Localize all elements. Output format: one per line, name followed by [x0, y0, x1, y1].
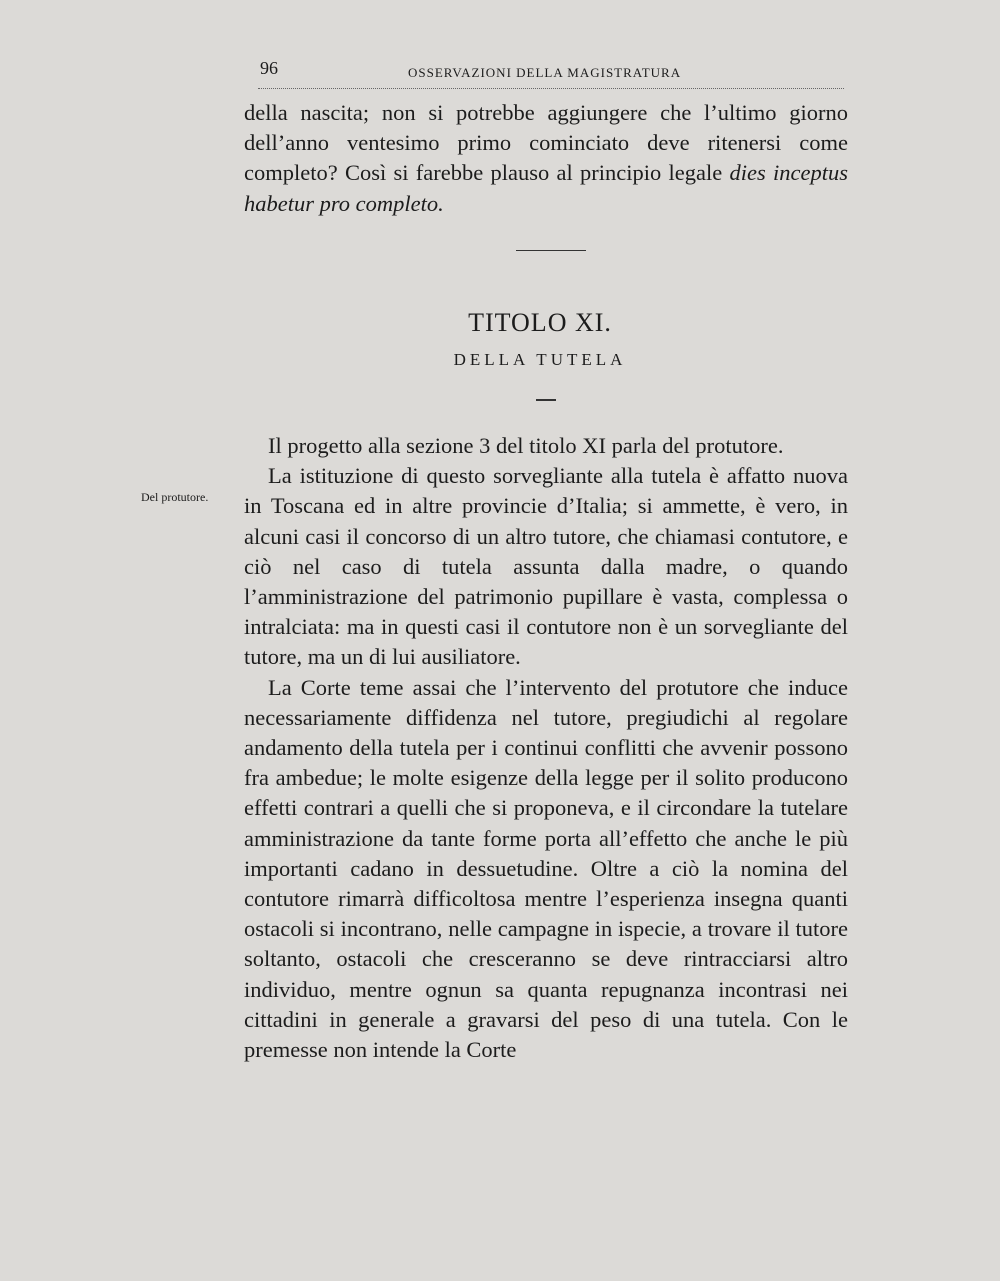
paragraph-1: Il progetto alla sezione 3 del titolo XI parla del protutore.	[268, 433, 784, 458]
paragraph-2: La istituzione di questo sorvegliante alla tutela è affatto nuova in Toscana ed in altre provincie d’Italia; si ammette, è vero, in alcuni casi il concorso di un altro tutore, che chiamasi contutore, e ciò nel caso di tutela assunta dalla madre, o quando l’amministrazione del patrimonio pupillare è vasta, complessa o intralciata: ma in questi casi il contutore non è un sorvegliante del tutore, ma un di lui ausiliatore.	[244, 463, 848, 670]
subtitle-dash	[536, 399, 556, 401]
latin-maxim: dies inceptus habetur pro completo.	[244, 160, 848, 216]
running-head	[258, 52, 844, 78]
body-text	[244, 431, 848, 1065]
header-rule	[258, 88, 844, 89]
paragraph-3: La Corte teme assai che l’intervento del protutore che induce necessariamente diffidenza nel tutore, pregiudichi al regolare andamento della tutela per i continui conflitti che avvenir possono fra ambedue; le molte esigenze della legge per il solito producono effetti contrari a quelli che si proponeva, e il circondare la tutelare amministrazione da tante forme porta all’effetto che anche le più importanti cadano in dessuetudine. Oltre a ciò la nomina del contutore rimarrà difficoltosa mentre l’esperienza insegna quanti ostacoli si incontrano, nelle campagne in ispecie, a trovare il tutore soltanto, ostacoli che cresceranno se deve rintracciarsi altro individuo, mentre ognun sa quanta repugnanza incontrasi nei cittadini in generale a gravarsi del peso di una tutela. Con le premesse non intende la Corte	[244, 674, 848, 1063]
page-number: 96	[260, 58, 278, 78]
intro-text: della nascita; non si potrebbe aggiungere che l’ultimo giorno dell’anno ventesimo primo cominciato deve ritenersi come completo? Così si farebbe plauso al principio legale	[244, 100, 848, 186]
margin-note: Del protutore.	[141, 490, 209, 504]
intro-paragraph	[244, 98, 848, 219]
section-title: TITOLO XI.	[468, 308, 612, 337]
section-subtitle: DELLA TUTELA	[453, 350, 627, 369]
intro-paragraph-block	[244, 98, 848, 219]
section-separator-rule	[516, 250, 586, 251]
running-title: OSSERVAZIONI DELLA MAGISTRATURA	[408, 65, 682, 80]
